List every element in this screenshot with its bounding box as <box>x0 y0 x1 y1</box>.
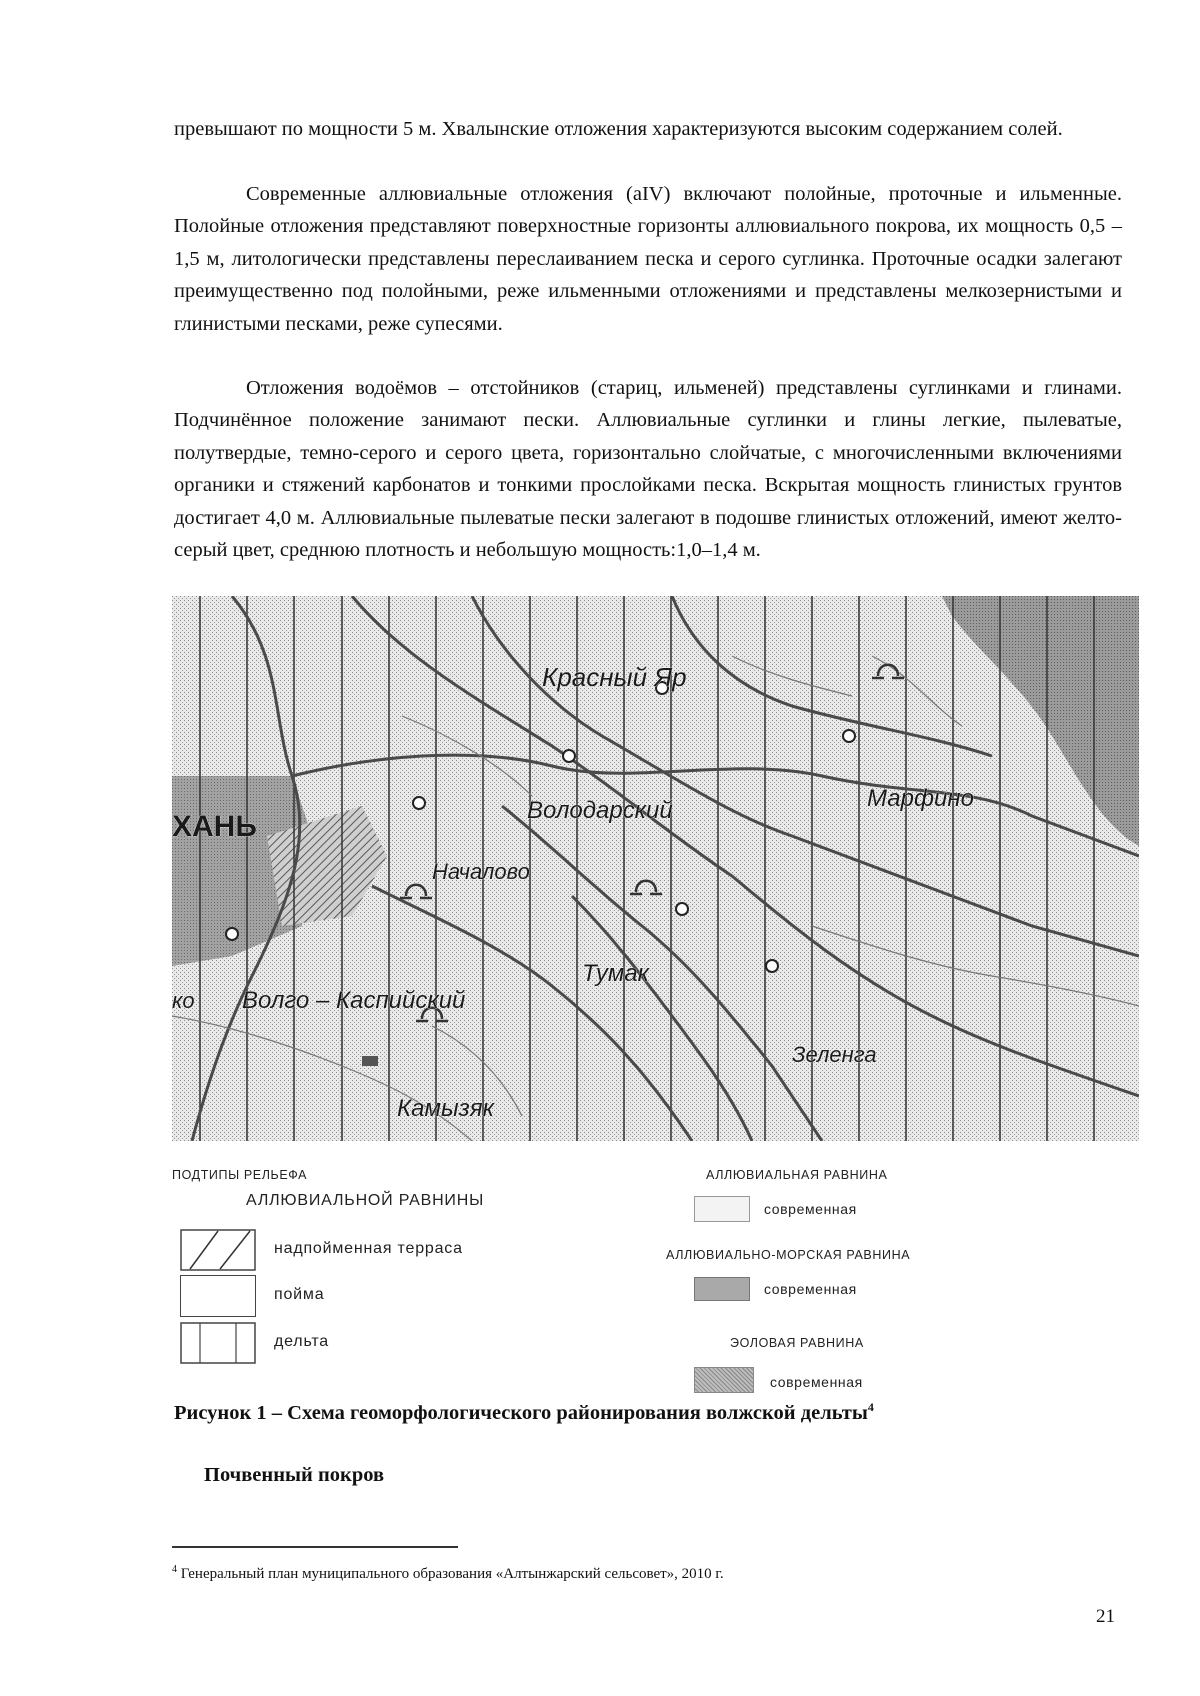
legend-heading-aeolian: ЭОЛОВАЯ РАВНИНА <box>730 1336 864 1350</box>
map-label-volodarsky: Володарский <box>527 797 673 824</box>
legend-heading-alluvial: АЛЛЮВИАЛЬНОЙ РАВНИНЫ <box>246 1192 485 1209</box>
legend-swatch-alluvial-marine <box>694 1277 750 1301</box>
footnote <box>172 1566 724 1583</box>
geomorphology-map <box>172 596 1139 1141</box>
legend-label-aeolian-modern: современная <box>770 1374 863 1390</box>
legend-label-alluvial-modern: современная <box>764 1201 857 1217</box>
legend-swatch-alluvial-modern <box>694 1196 750 1222</box>
legend-heading-alluvial-plain: АЛЛЮВИАЛЬНАЯ РАВНИНА <box>706 1168 888 1182</box>
map-label-kamyzyak: Камызяк <box>397 1095 494 1122</box>
kamyzyak-marker <box>362 1056 378 1066</box>
map-label-volgo-kaspiysky: Волго – Каспийский <box>242 987 466 1014</box>
map-label-nachalovo: Началово <box>432 859 530 884</box>
map-label-marfino: Марфино <box>867 785 974 812</box>
figure-caption <box>174 1402 874 1425</box>
map-label-zelenga: Зеленга <box>792 1042 877 1067</box>
map-label-tumak: Тумак <box>582 960 649 987</box>
legend-label-floodplain: пойма <box>274 1286 325 1303</box>
legend-heading-subtypes: ПОДТИПЫ РЕЛЬЕФА <box>172 1168 308 1182</box>
footnote-separator <box>172 1546 458 1548</box>
legend-swatch-aeolian <box>694 1367 754 1393</box>
legend-label-terrace: надпойменная терраса <box>274 1240 463 1257</box>
legend-swatch-terrace <box>180 1229 256 1271</box>
paragraph-alluvial-deposits: Современные аллювиальные отложения (aIV) включают полойные, проточные и ильменные. Полойные отложения представляют поверхностные горизонты аллювиального покрова, их мощность 0,5 – 1,5 м, литологически представлены переслаиванием песка и серого суглинка. Проточные осадки залегают преимущественно под полойными, реже ильменными отложениями и представлены мелкозернистыми и глинистыми песками, реже супесями. <box>174 183 1122 335</box>
legend-label-alluvial-marine-modern: современная <box>764 1281 857 1297</box>
page-number: 21 <box>1096 1606 1115 1627</box>
footnote-number: 4 <box>172 1564 177 1575</box>
figure-caption-text: Рисунок 1 – Схема геоморфологического районирования волжской дельты <box>174 1402 868 1424</box>
map-label-ko-fragment: ко <box>172 988 195 1013</box>
legend-swatch-floodplain <box>180 1275 256 1317</box>
legend-label-delta: дельта <box>274 1333 329 1350</box>
paragraph-reservoir-deposits: Отложения водоёмов – отстойников (стариц, ильменей) представлены суглинками и глинами. Подчинённое положение занимают пески. Аллювиальные суглинки и глины легкие, пылеватые, полутвердые, темно-серого и серого цвета, горизонтально слойчатые, с многочисленными включениями органики и стяжений карбонатов и тонкими прослойками песка. Вскрытая мощность глинистых грунтов достигает 4,0 м. Аллювиальные пылеватые пески залегают в подошве глинистых отложений, имеют желто-серый цвет, среднюю плотность и небольшую мощность:1,0–1,4 м. <box>174 377 1122 562</box>
legend-swatch-delta <box>180 1322 256 1364</box>
legend-heading-alluvial-marine: АЛЛЮВИАЛЬНО-МОРСКАЯ РАВНИНА <box>666 1248 911 1262</box>
section-heading-soil-cover: Почвенный покров <box>204 1464 385 1486</box>
map-label-astrakhan: ХАНЬ <box>172 810 257 843</box>
footnote-text: Генеральный план муниципального образования «Алтынжарский сельсовет», 2010 г. <box>177 1566 724 1582</box>
map-label-krasny-yar: Красный Яр <box>542 662 687 692</box>
paragraph-salts: превышают по мощности 5 м. Хвалынские отложения характеризуются высоким содержанием солей. <box>174 118 1063 140</box>
caption-footnote-ref: 4 <box>867 1400 874 1415</box>
